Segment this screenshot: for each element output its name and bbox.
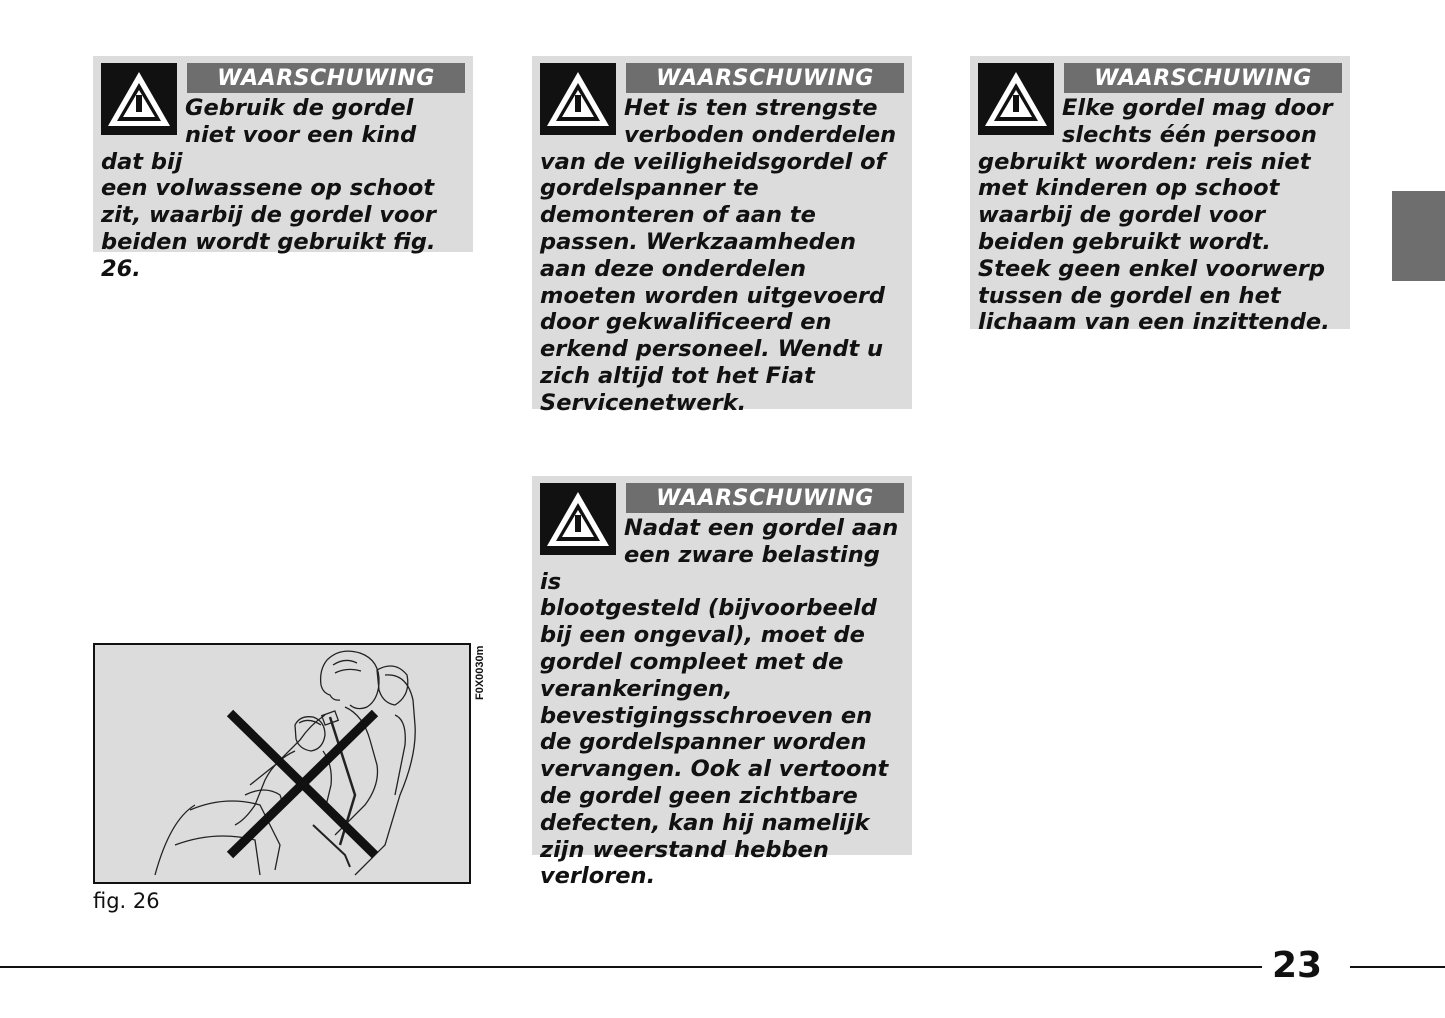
warning-text [540,95,904,417]
warning-triangle-icon [978,63,1054,135]
warning-header: WAARSCHUWING [187,63,465,93]
warning-text [540,515,904,890]
warning-box-2 [532,56,912,416]
warning-box-3 [970,56,1350,336]
warning-triangle-icon [540,483,616,555]
warning-rest: een volwassene op schoot zit, waarbij de gordel voor beiden wordt gebruikt fig. 26. [101,175,437,282]
page-number: 23 [1272,945,1323,986]
warning-rest: blootgesteld (bijvoorbeeld bij een ongeval), moet de gordel compleet met de verankeringen, bevestigingsschroeven en de gordelspanner worden vervangen. Ook al vertoont de gordel geen zichtbare defecten, kan hij namelijk zijn weerstand hebben verloren. [540,595,889,890]
footer-rule [0,966,1262,968]
warning-lead: Het is ten strengste verboden onderdelen [624,95,897,148]
warning-header: WAARSCHUWING [626,63,904,93]
warning-header: WAARSCHUWING [1064,63,1342,93]
warning-box-4 [532,476,912,890]
child-on-lap-illustration [95,645,469,882]
figure-code: F0X0030m [474,645,486,700]
warning-triangle-icon [101,63,177,135]
warning-lead: Gebruik de gordel niet voor een kind dat bij [101,95,417,175]
warning-box-1 [93,56,473,282]
section-tab [1392,191,1445,281]
footer-rule [1350,966,1445,968]
figure-26-illustration [93,643,471,884]
warning-triangle-icon [540,63,616,135]
warning-lead: Elke gordel mag door slechts één persoon [1062,95,1333,148]
warning-header: WAARSCHUWING [626,483,904,513]
warning-rest: gebruikt worden: reis niet met kinderen op schoot waarbij de gordel voor beiden gebruikt wordt. Steek geen enkel voorwerp tussen de gordel en het lichaam van een inzittende. [978,148,1330,336]
warning-lead: Nadat een gordel aan een zware belasting is [540,515,899,595]
warning-rest: van de veiligheidsgordel of gordelspanner te demonteren of aan te passen. Werkzaamheden aan deze onderdelen moeten worden uitgevoerd door gekwalificeerd en erkend personeel. Wendt u zich altijd tot het Fiat Servicenetwerk. [540,148,886,416]
figure-caption: fig. 26 [93,889,160,913]
